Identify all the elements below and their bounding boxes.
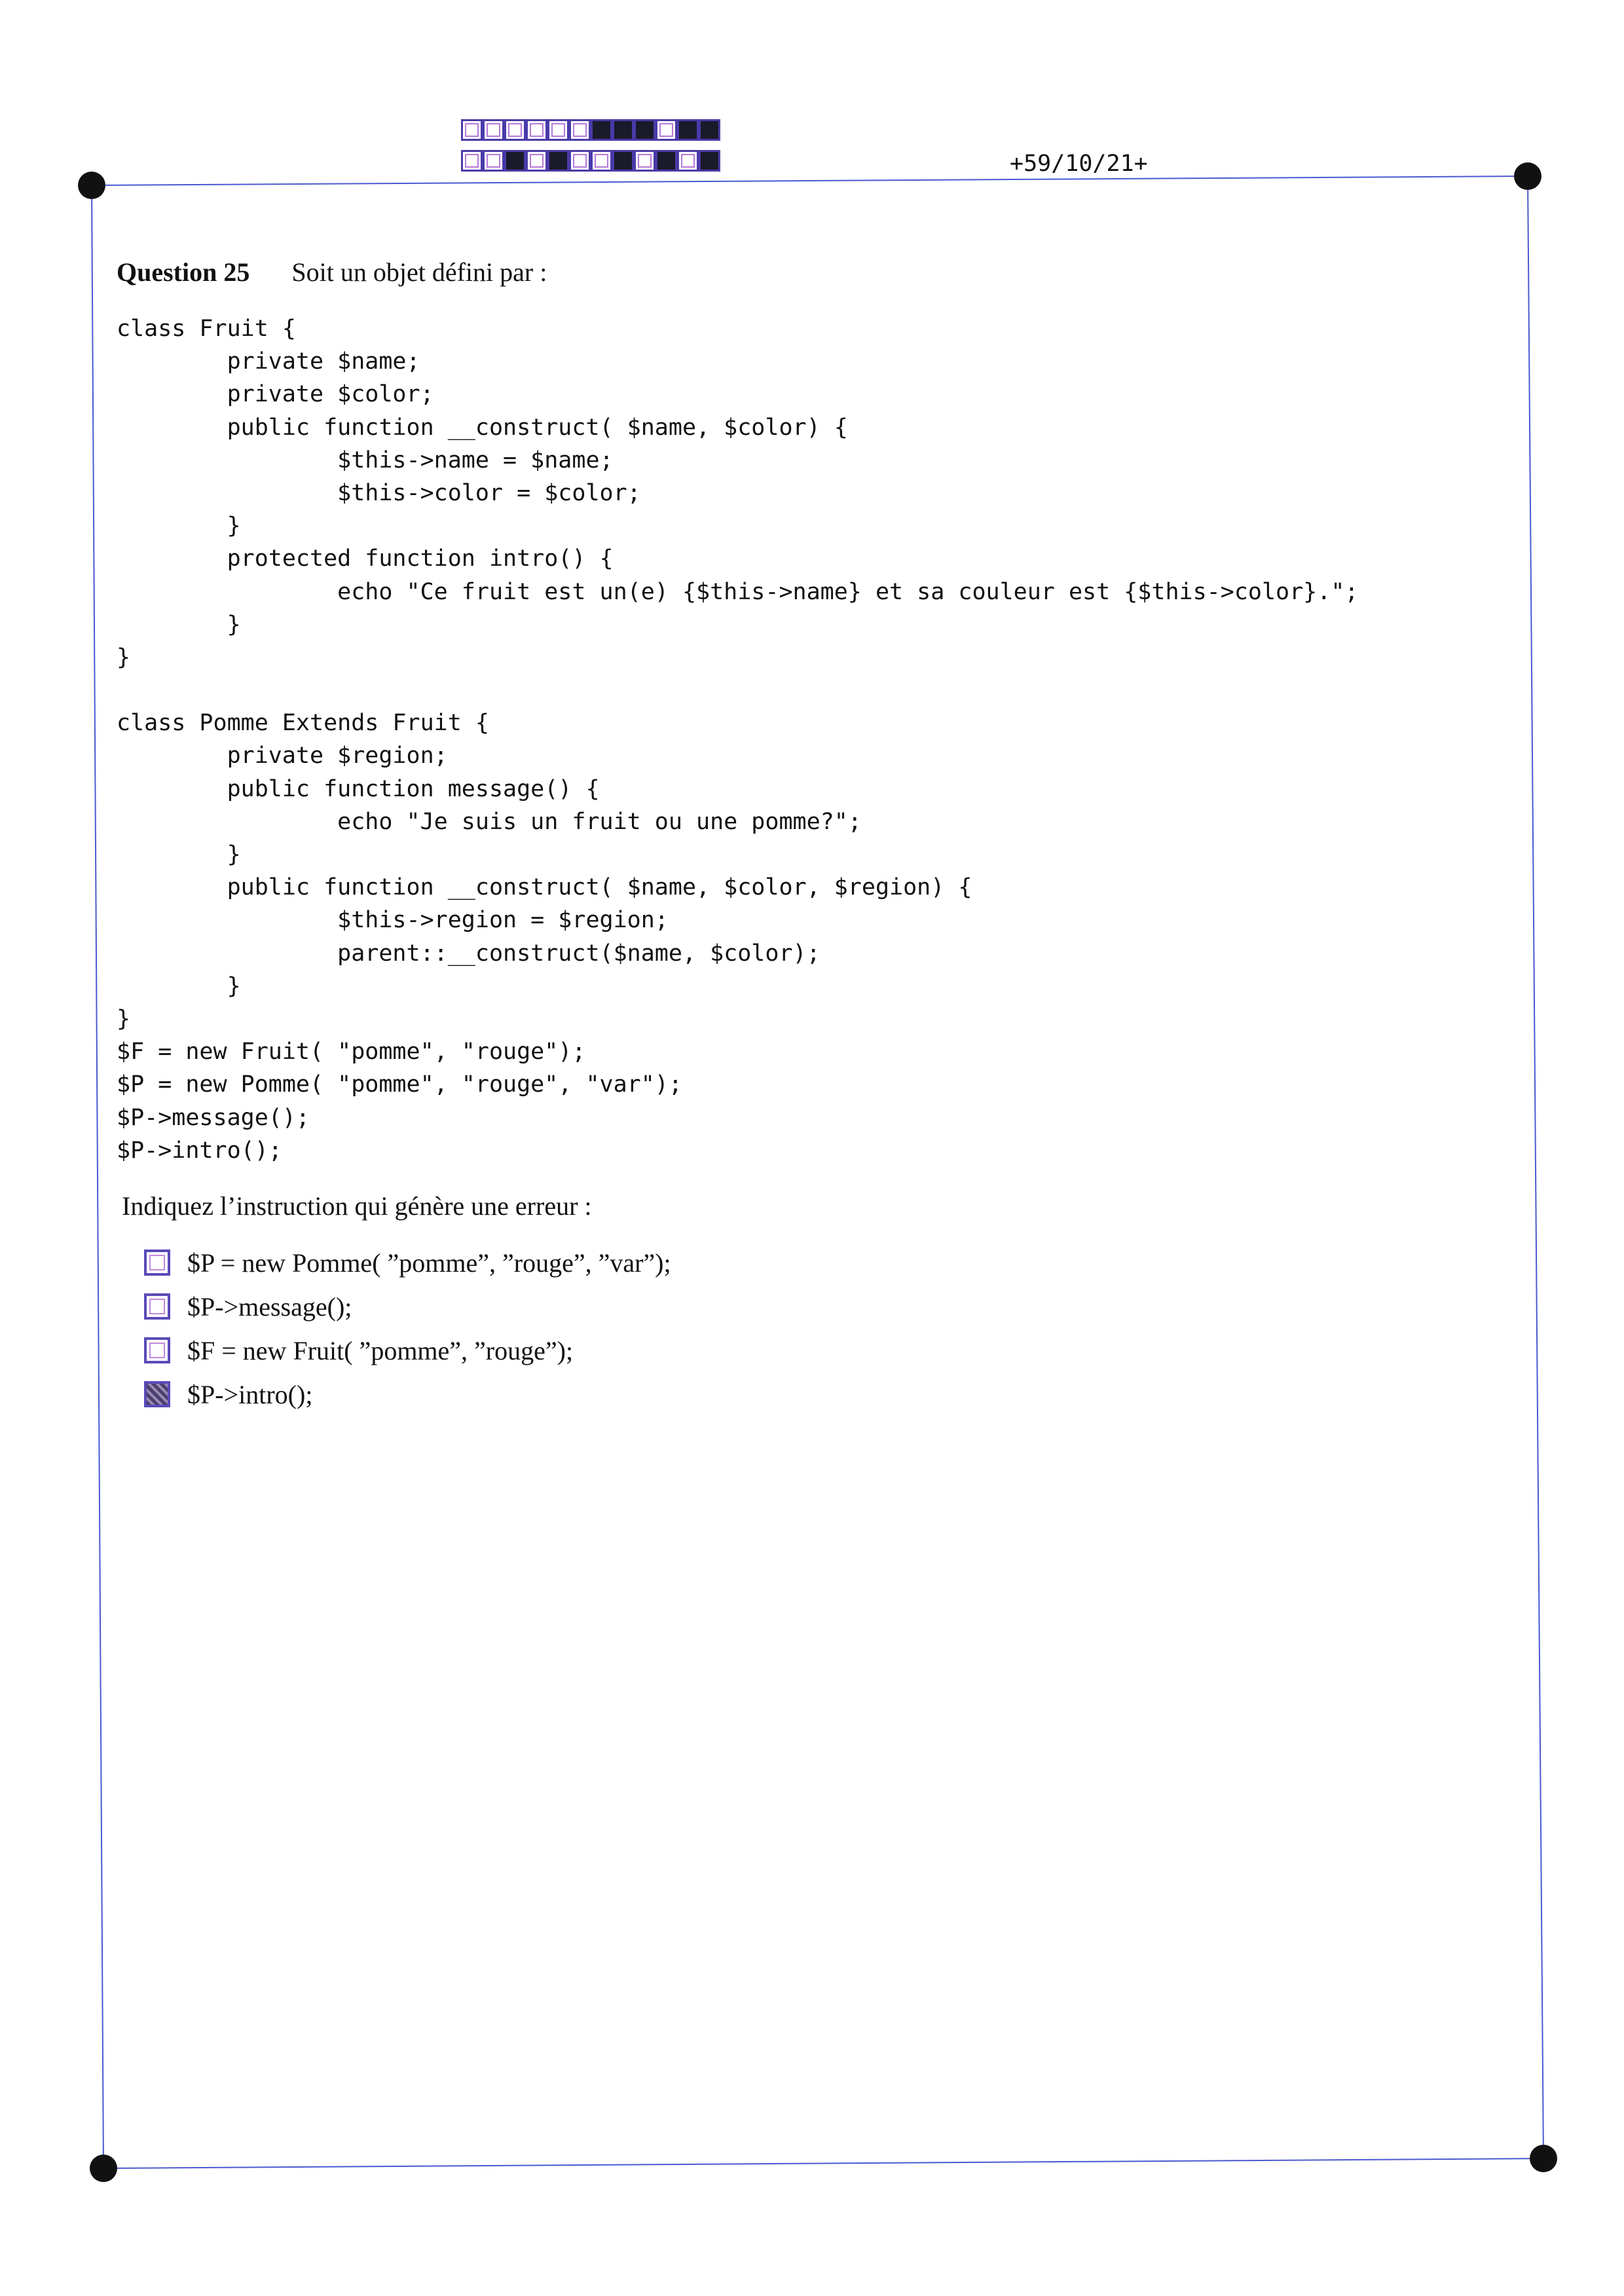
barcode-row-2-cell xyxy=(569,150,591,172)
code-line: protected function intro() { xyxy=(117,546,614,572)
code-line: } xyxy=(117,842,241,868)
barcode-row-2-cell xyxy=(461,150,483,172)
barcode-row-2-cell xyxy=(699,150,720,172)
code-line: parent::__construct($name, $color); xyxy=(117,940,821,967)
answer-checkbox[interactable] xyxy=(144,1250,170,1276)
answer-checkbox-checked[interactable] xyxy=(144,1381,170,1407)
question-header xyxy=(117,257,1524,287)
barcode-row-2-cell xyxy=(655,150,677,172)
frame-bottom-line xyxy=(103,2158,1543,2168)
code-line: $P = new Pomme( "pomme", "rouge", "var"); xyxy=(117,1071,682,1098)
frame-top-line xyxy=(92,176,1528,185)
code-line: $this->name = $name; xyxy=(117,447,614,473)
corner-mark-top-right xyxy=(1514,162,1541,190)
code-line: class Fruit { xyxy=(117,316,296,342)
answer-label: $P->message(); xyxy=(187,1291,352,1322)
answer-label: $P = new Pomme( ”pomme”, ”rouge”, ”var”); xyxy=(187,1248,671,1278)
barcode-row-1-cell xyxy=(612,119,634,141)
barcode-row-2-cell xyxy=(526,150,547,172)
answer-label: $F = new Fruit( ”pomme”, ”rouge”); xyxy=(187,1335,574,1365)
answer-checkbox[interactable] xyxy=(144,1293,170,1320)
code-line: private $color; xyxy=(117,381,434,408)
barcode-row-1-cell xyxy=(461,119,483,141)
barcode-row-1 xyxy=(461,119,720,143)
barcode-row-1-cell xyxy=(547,119,569,141)
code-line: $P->intro(); xyxy=(117,1137,282,1164)
frame-right-line xyxy=(1528,176,1543,2158)
answer-list xyxy=(144,1241,1524,1416)
barcode-row-2-cell xyxy=(483,150,504,172)
code-line: echo "Ce fruit est un(e) {$this->name} et sa couleur est {$this->color}."; xyxy=(117,578,1359,605)
frame-left-line xyxy=(92,185,103,2168)
question-block xyxy=(117,257,1524,1416)
code-line: } xyxy=(117,644,131,671)
question-prompt: Indiquez l’instruction qui génère une erreur : xyxy=(122,1191,592,1221)
corner-mark-top-left xyxy=(78,172,105,199)
barcode-row-2-cell xyxy=(591,150,612,172)
answer-option[interactable] xyxy=(144,1373,1524,1416)
barcode-row-1-cell xyxy=(677,119,699,141)
barcode-row-1-cell xyxy=(483,119,504,141)
code-line: public function __construct( $name, $color, $region) { xyxy=(117,874,972,901)
code-line xyxy=(117,674,1524,707)
code-line: } xyxy=(117,611,241,638)
code-line: public function message() { xyxy=(117,775,600,802)
code-line: } xyxy=(117,1005,131,1032)
code-line: $P->message(); xyxy=(117,1104,310,1131)
barcode-row-2-cell xyxy=(547,150,569,172)
corner-mark-bottom-left xyxy=(90,2155,117,2182)
barcode-row-1-cell xyxy=(655,119,677,141)
code-line: } xyxy=(117,972,241,999)
barcode-row-1-cell xyxy=(634,119,655,141)
barcode-row-1-cell xyxy=(591,119,612,141)
barcode-row-2-cell xyxy=(634,150,655,172)
code-line: private $name; xyxy=(117,348,420,375)
code-line: $this->region = $region; xyxy=(117,907,669,934)
code-line: public function __construct( $name, $color) { xyxy=(117,414,848,441)
code-line: echo "Je suis un fruit ou une pomme?"; xyxy=(117,808,862,835)
code-line: class Pomme Extends Fruit { xyxy=(117,710,489,737)
code-line: $this->color = $color; xyxy=(117,479,641,506)
answer-checkbox[interactable] xyxy=(144,1337,170,1363)
answer-option[interactable] xyxy=(144,1329,1524,1373)
code-line: $F = new Fruit( "pomme", "rouge"); xyxy=(117,1039,586,1065)
barcode-row-2-cell xyxy=(504,150,526,172)
code-line: private $region; xyxy=(117,743,448,769)
answer-option[interactable] xyxy=(144,1285,1524,1329)
barcode-row-2-cell xyxy=(677,150,699,172)
question-label: Question 25 xyxy=(117,257,250,287)
barcode-row-1-cell xyxy=(569,119,591,141)
answer-option[interactable] xyxy=(144,1241,1524,1285)
question-intro: Soit un objet défini par : xyxy=(291,257,547,287)
barcode-row-1-cell xyxy=(504,119,526,141)
barcode-row-1-cell xyxy=(526,119,547,141)
corner-mark-bottom-right xyxy=(1530,2145,1557,2172)
code-line: } xyxy=(117,513,241,540)
barcode-row-2 xyxy=(461,150,720,174)
code-listing xyxy=(117,312,1524,1167)
barcode-row-2-cell xyxy=(612,150,634,172)
page-id: +59/10/21+ xyxy=(1010,151,1148,177)
answer-label: $P->intro(); xyxy=(187,1379,313,1409)
barcode-row-1-cell xyxy=(699,119,720,141)
